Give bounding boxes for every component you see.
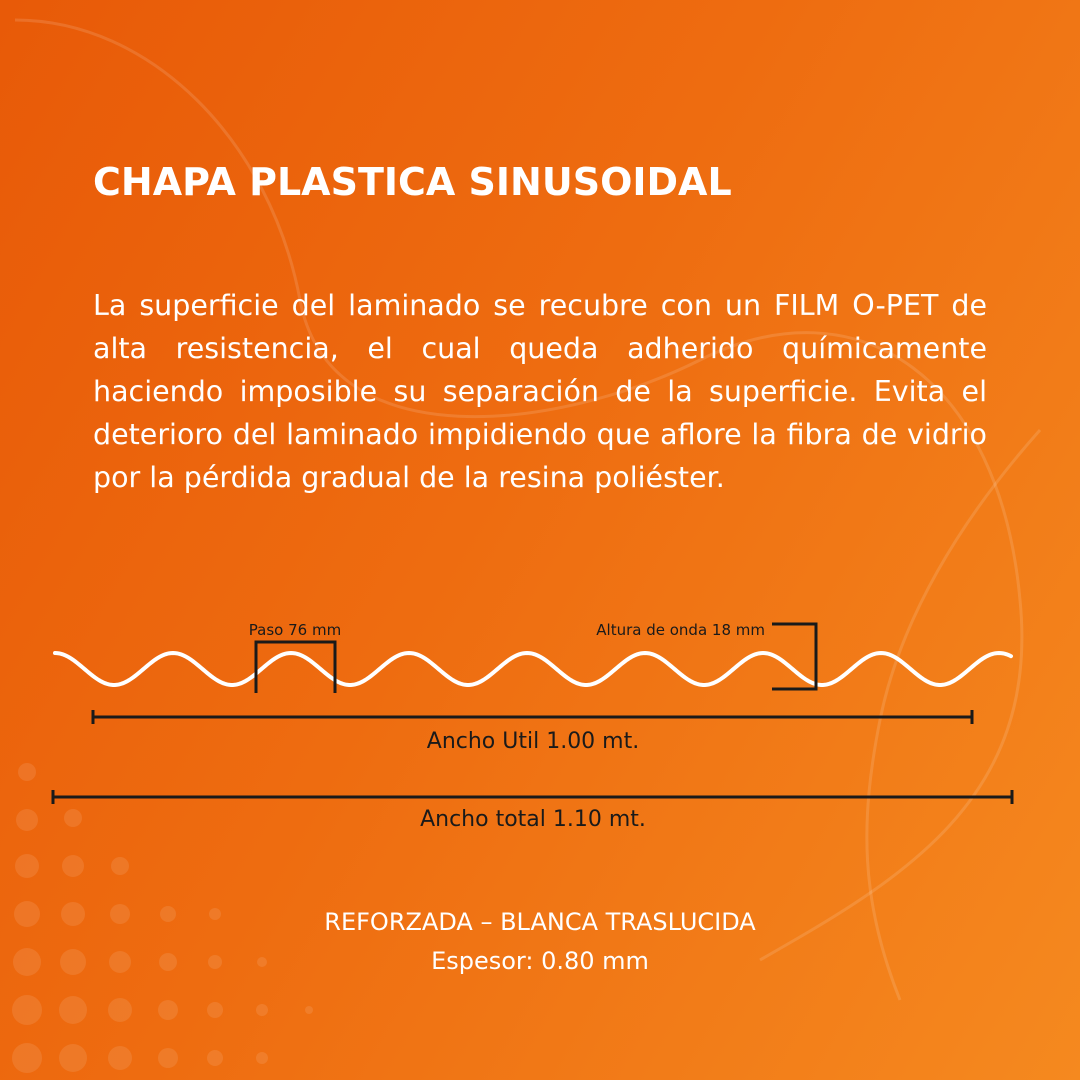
useful-width-label: Ancho Util 1.00 mt. [426,729,640,754]
total-width-label: Ancho total 1.10 mt. [420,807,646,832]
wave-height-label: Altura de onda 18 mm [596,621,765,639]
page-title: CHAPA PLASTICA SINUSOIDAL [93,160,732,204]
sinusoidal-profile [55,653,1011,685]
pitch-label: Paso 76 mm [248,621,342,639]
useful-width-dimension [93,710,972,724]
total-width-dimension [53,790,1012,804]
spec-type: REFORZADA – BLANCA TRASLUCIDA [324,908,756,936]
spec-thickness: Espesor: 0.80 mm [431,947,649,975]
description-paragraph: La superficie del laminado se recubre con un FILM O-PET de alta resistencia, el cual queda adherido químicamente haciendo imposible su separación de la superficie. Evita el deterioro del laminado impidiendo que aflore la fibra de vidrio por la pérdida gradual de la resina poliéster. [93,289,987,494]
pitch-bracket [256,642,335,693]
profile-diagram [0,600,1080,860]
